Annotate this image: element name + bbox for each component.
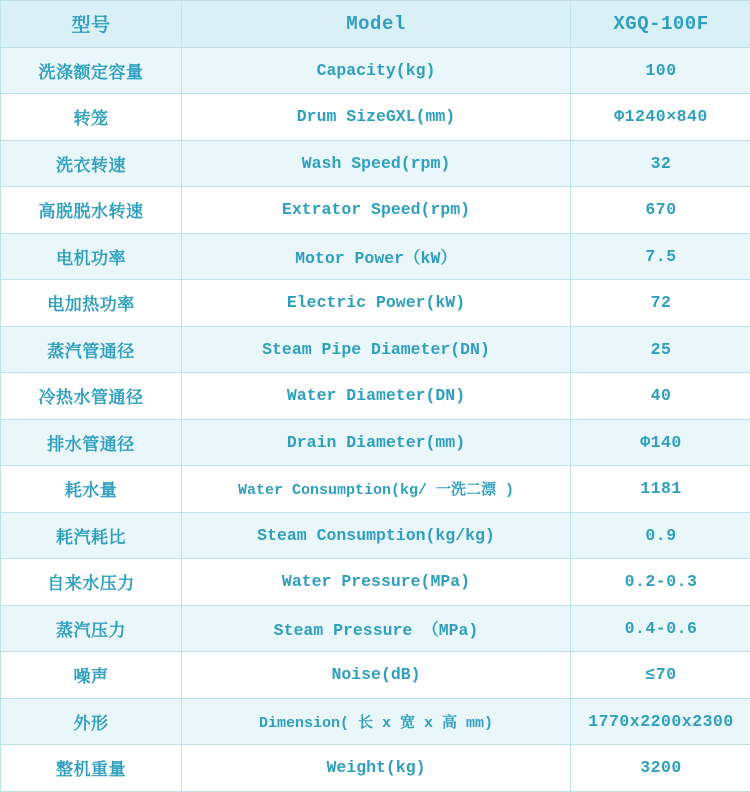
spec-label-en: Water Pressure(MPa) bbox=[182, 559, 571, 606]
spec-label-cn: 转笼 bbox=[1, 94, 182, 141]
spec-label-en: Extrator Speed(rpm) bbox=[182, 187, 571, 234]
table-row bbox=[1, 140, 750, 187]
header-cell-model-cn: 型号 bbox=[1, 1, 182, 48]
spec-value: 7.5 bbox=[571, 233, 750, 280]
spec-label-en: Motor Power（kW） bbox=[182, 233, 571, 280]
spec-value: 1770x2200x2300 bbox=[571, 698, 750, 745]
spec-label-cn: 蒸汽压力 bbox=[1, 605, 182, 652]
table-header-row bbox=[1, 1, 750, 48]
table-row bbox=[1, 326, 750, 373]
spec-label-en: Noise(dB) bbox=[182, 652, 571, 699]
table-row bbox=[1, 652, 750, 699]
spec-label-cn: 整机重量 bbox=[1, 745, 182, 792]
spec-label-en: Electric Power(kW) bbox=[182, 280, 571, 327]
spec-value: 100 bbox=[571, 47, 750, 94]
table-row bbox=[1, 419, 750, 466]
table-row bbox=[1, 745, 750, 792]
spec-value: ≤70 bbox=[571, 652, 750, 699]
spec-value: 1181 bbox=[571, 466, 750, 513]
header-cell-model-value: XGQ-100F bbox=[571, 1, 750, 48]
table-body bbox=[1, 47, 750, 791]
spec-label-cn: 耗汽耗比 bbox=[1, 512, 182, 559]
spec-value: 32 bbox=[571, 140, 750, 187]
table-row bbox=[1, 94, 750, 141]
spec-value: 0.2-0.3 bbox=[571, 559, 750, 606]
spec-label-cn: 电机功率 bbox=[1, 233, 182, 280]
spec-value: 0.9 bbox=[571, 512, 750, 559]
spec-value: 670 bbox=[571, 187, 750, 234]
table-row bbox=[1, 698, 750, 745]
spec-value: 72 bbox=[571, 280, 750, 327]
spec-label-cn: 自来水压力 bbox=[1, 559, 182, 606]
spec-label-en: Steam Pressure （MPa) bbox=[182, 605, 571, 652]
table-row bbox=[1, 280, 750, 327]
spec-label-en: Wash Speed(rpm) bbox=[182, 140, 571, 187]
spec-label-cn: 外形 bbox=[1, 698, 182, 745]
spec-label-en: Steam Pipe Diameter(DN) bbox=[182, 326, 571, 373]
spec-label-cn: 高脱脱水转速 bbox=[1, 187, 182, 234]
spec-value: Φ140 bbox=[571, 419, 750, 466]
spec-value: 25 bbox=[571, 326, 750, 373]
spec-value: 0.4-0.6 bbox=[571, 605, 750, 652]
spec-label-cn: 噪声 bbox=[1, 652, 182, 699]
spec-label-cn: 排水管通径 bbox=[1, 419, 182, 466]
spec-value: Φ1240×840 bbox=[571, 94, 750, 141]
spec-label-cn: 耗水量 bbox=[1, 466, 182, 513]
spec-label-cn: 冷热水管通径 bbox=[1, 373, 182, 420]
spec-label-cn: 蒸汽管通径 bbox=[1, 326, 182, 373]
table-row bbox=[1, 47, 750, 94]
spec-label-en: Water Consumption(kg/ 一洗二漂 ) bbox=[182, 466, 571, 513]
spec-label-cn: 电加热功率 bbox=[1, 280, 182, 327]
spec-label-cn: 洗涤额定容量 bbox=[1, 47, 182, 94]
header-cell-model-en: Model bbox=[182, 1, 571, 48]
spec-label-cn: 洗衣转速 bbox=[1, 140, 182, 187]
table-row bbox=[1, 466, 750, 513]
spec-label-en: Drum SizeGXL(mm) bbox=[182, 94, 571, 141]
spec-label-en: Water Diameter(DN) bbox=[182, 373, 571, 420]
spec-label-en: Steam Consumption(kg/kg) bbox=[182, 512, 571, 559]
table-row bbox=[1, 605, 750, 652]
spec-label-en: Drain Diameter(mm) bbox=[182, 419, 571, 466]
table-row bbox=[1, 373, 750, 420]
spec-label-en: Capacity(kg) bbox=[182, 47, 571, 94]
table-header bbox=[1, 1, 750, 48]
table-row bbox=[1, 559, 750, 606]
table-row bbox=[1, 512, 750, 559]
spec-label-en: Dimension( 长 x 宽 x 高 mm) bbox=[182, 698, 571, 745]
spec-label-en: Weight(kg) bbox=[182, 745, 571, 792]
table-row bbox=[1, 233, 750, 280]
table-row bbox=[1, 187, 750, 234]
spec-value: 40 bbox=[571, 373, 750, 420]
spec-value: 3200 bbox=[571, 745, 750, 792]
